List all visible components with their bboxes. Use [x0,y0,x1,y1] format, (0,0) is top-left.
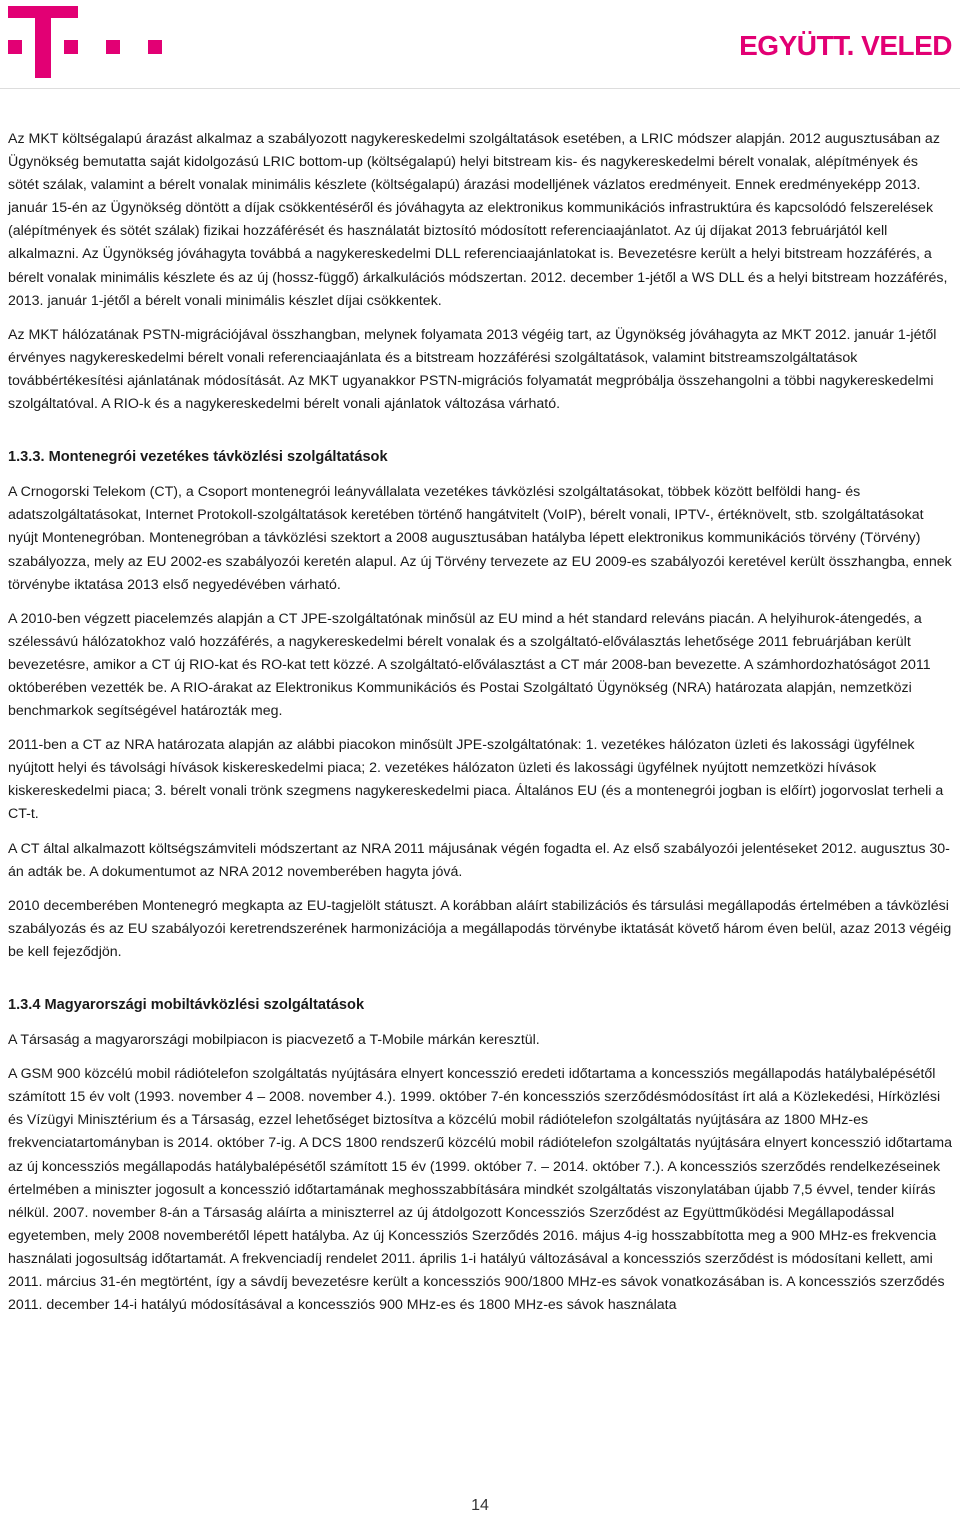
paragraph: 2010 decemberében Montenegró megkapta az EU-tagjelölt státuszt. A korábban aláírt stabilizációs és társulási megállapodás értelmében a távközlési szabályozás és az EU szabályozói keretrendszerének harmonizációja a megállapodás törvénybe iktatását követő három éven belül, azaz 2013 végéig be kell fejeződjön. [8,897,952,960]
paragraph: 2011-ben a CT az NRA határozata alapján az alábbi piacokon minősült JPE-szolgáltatónak: 1. vezetékes hálózaton üzleti és lakossági ügyfélnek nyújtott helyi és távolsági hívások kiskereskedelmi piaca; 2. vezetékes hálózaton üzleti és lakossági ügyfélnek nyújtott nemzetközi hívások kiskereskedelmi piaca; 3. bérelt vonali trönk szegmens nagykereskedelmi piaca. Általános EU (és a montenegrói jogban is előírt) jogorvoslat terheli a CT-t. [8,737,944,823]
section-heading: 1.3.3. Montenegrói vezetékes távközlési szolgáltatások [8,449,388,466]
paragraph: A GSM 900 közcélú mobil rádiótelefon szolgáltatás nyújtására elnyert koncesszió eredeti időtartama a koncessziós megállapodás hatálybalépésétől számított 15 év volt (1993. november 4 – 2008. november 4.). 1999. október 7-én koncessziós szerződésmódosítást írt alá a Közlekedési, Hírközlési és Vízügyi Minisztérium és a Társaság, ezzel lehetőséget biztosítva a közcélú mobil rádiótelefon szolgáltatás nyújtására az 1800 MHz-es frekvenciatartományban is 2014. október 7-ig. A DCS 1800 rendszerű közcélú mobil rádiótelefon szolgáltatás nyújtására elnyert koncesszió időtartama az új koncessziós megállapodás hatálybalépésétől számított 15 év (1999. október 7. – 2014. október 7.). A koncessziós szerződés rendelkezéseinek értelmében a miniszter jogosult a koncesszió időtartamának meghosszabbítására mindkét szolgáltatás viszonylatában újabb 7,5 évvel, tender kiírás nélkül. 2007. november 8-án a Társaság aláírta a miniszterrel az új átdolgozott Koncessziós Szerződést az Együttműködési Megállapodással egyetemben, mely 2008 novemberétől lépett hatályba. Az új Koncessziós Szerződés 2016. május 4-ig hosszabbította meg a 900 MHz-es frekvencia használati jogosultság időtartamát. A frekvenciadíj rendelet 2011. április 1-i hatályú változásával a koncessziós szerződést is módosítani kellett, ami 2011. március 31-én megtörtént, így a sávdíj bevezetésre került a koncessziós 900/1800 MHz-es sávok vonatkozásában is. A koncessziós szerződés 2011. december 14-i hatályú módosításával a koncessziós 900 MHz-es és 1800 MHz-es sávok használata [8,1066,952,1314]
paragraph: Az MKT hálózatának PSTN-migrációjával összhangban, melynek folyamata 2013 végéig tart, az Ügynökség jóváhagyta az MKT 2012. január 1-jétől érvényes nagykereskedelmi bérelt vonali referenciaajánlata és a bitstream hozzáférési szolgáltatások, valamint bitstreamszolgáltatások továbbértékesítési ajánlatának módosítását. Az MKT ugyanakkor PSTN-migrációs folyamatát megpróbálja összehangolni a többi nagykereskedelmi szolgáltatóval. A RIO-k és a nagykereskedelmi bérelt vonali ajánlatok változása várható. [8,326,937,413]
header-divider [0,88,960,89]
paragraph: A CT által alkalmazott költségszámviteli módszertant az NRA 2011 májusának végén fogadta el. Az első szabályozói jelentéseket 2012. augusztus 30-án adták be. A dokumentumot az NRA 2012 novemberében hagyta jóvá. [8,840,950,880]
telekom-t-logo-icon [8,6,168,78]
page-number: 14 [471,1497,489,1514]
document-body [8,128,952,1328]
paragraph: A Crnogorski Telekom (CT), a Csoport montenegrói leányvállalata vezetékes távközlési szolgáltatásokat, többek között belföldi hang- és adatszolgáltatásokat, Internet Protokoll-szolgáltatások keretében történő hangátvitelt (VoIP), bérelt vonali, IPTV-, értéknövelt, stb. szolgáltatásokat nyújt Montenegróban. Montenegróban a távközlési szektort a 2008 augusztusában hatályba lépett elektronikus kommunikációs törvény (Törvény) szabályozza, mely az EU 2002-es szabályozói keretén alapul. Az új Törvény tervezete az EU 2009-es szabályozói keretével került összhangba, ennek törvénybe iktatása 2013 első negyedévében várható. [8,484,952,593]
page-header [0,0,960,80]
paragraph: Az MKT költségalapú árazást alkalmaz a szabályozott nagykereskedelmi szolgáltatások esetében, a LRIC módszer alapján. 2012 augusztusában az Ügynökség bemutatta saját kidolgozású LRIC bottom-up (költségalapú) helyi bitstream kis- és nagykereskedelmi bérelt vonalak, alépítmények és sötét szálak, valamint a bérelt vonalak minimális készlete (költségalapú) árazási modelljének vázlatos eredményeit. Ennek eredményeképp 2013. január 15-én az Ügynökség döntött a díjak csökkentéséről és jóváhagyta az elektronikus kommunikációs infrastruktúra és kapcsolódó felszerelések (alépítmények és sötét szálak) fizikai hozzáférését és használatát biztosító módosított referenciaajánlatot. Az új díjakat 2013 februárjától kell alkalmazni. Az Ügynökség jóváhagyta továbbá a nagykereskedelmi DLL referenciaajánlatokat is. Bevezetésre került a helyi bitstream hozzáférés, a bérelt vonalak minimális készlete és az új (hossz-függő) árkalkulációs módszertan. 2012. december 1-jétől a WS DLL és a helyi bitstream hozzáférés, 2013. január 1-jétől a bérelt vonali minimális készlet díjai csökkentek. [8,131,948,309]
paragraph: A 2010-ben végzett piacelemzés alapján a CT JPE-szolgáltatónak minősül az EU mind a hét standard releváns piacán. A helyihurok-átengedés, a szélessávú hálózatokhoz való hozzáférés, a nagykereskedelmi bérelt vonalak és a szolgáltató-előválasztás lehetősége 2011 februárjában került bevezetésre, amikor a CT új RIO-kat és RO-kat tett közzé. A szolgáltató-előválasztást a CT már 2008-ban bevezette. A számhordozhatóságot 2011 októberében vezették be. A RIO-árakat az Elektronikus Kommunikációs és Postai Szolgáltató Ügynökség (NRA) határozata alapján, nemzetközi benchmarkok segítségével határozták meg. [8,610,931,720]
paragraph: A Társaság a magyarországi mobilpiacon is piacvezető a T-Mobile márkán keresztül. [8,1032,540,1049]
slogan: EGYÜTT. VELED [739,30,952,61]
section-heading: 1.3.4 Magyarországi mobiltávközlési szolgáltatások [8,997,365,1013]
